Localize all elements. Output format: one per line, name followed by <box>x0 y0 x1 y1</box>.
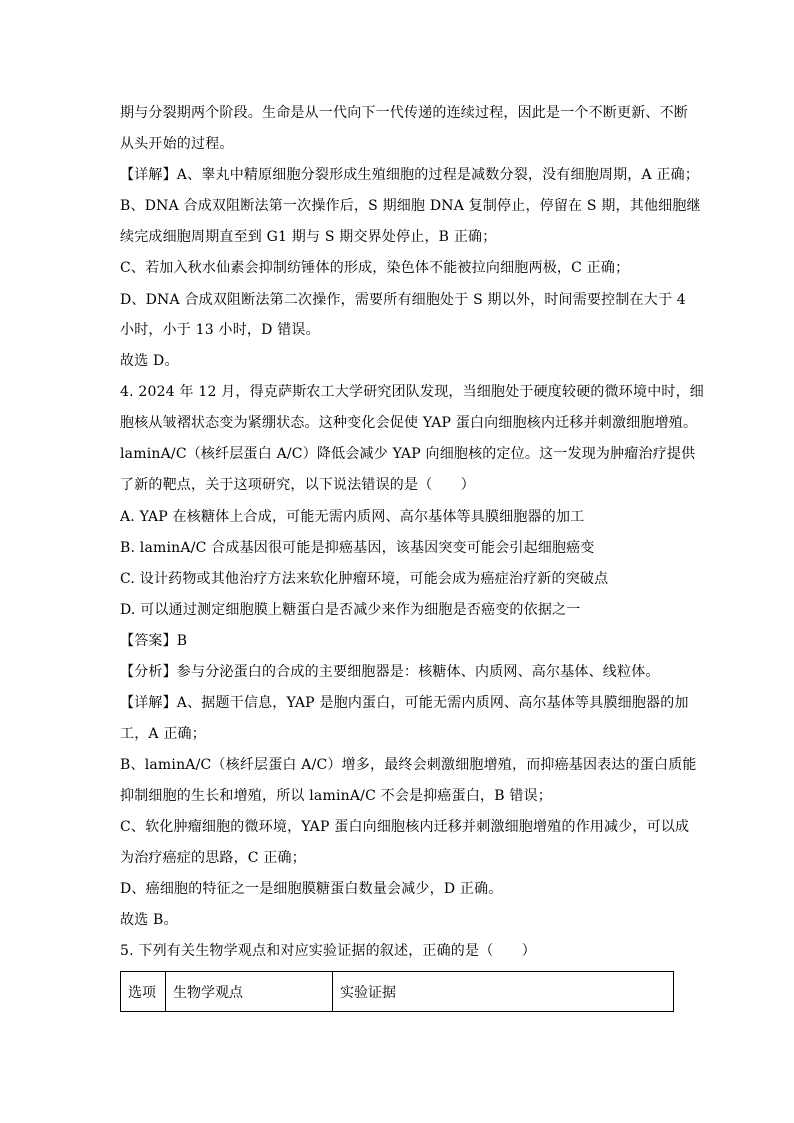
option-b: B. laminA/C 合成基因很可能是抑癌基因，该基因突变可能会引起细胞癌变 <box>120 540 595 556</box>
table-header-cell: 生物学观点 <box>166 972 333 1012</box>
text-line: laminA/C（核纤层蛋白 A/C）降低会减少 YAP 向细胞核的定位。这一发现为肿瘤治疗提供 <box>120 446 696 462</box>
question-5-stem: 5. 下列有关生物学观点和对应实验证据的叙述，正确的是（ ） <box>120 943 537 959</box>
analysis: 【分析】参与分泌蛋白的合成的主要细胞器是：核糖体、内质网、高尔基体、线粒体。 <box>120 664 660 680</box>
text-line: 从头开始的过程。 <box>120 136 234 152</box>
evidence-table <box>120 971 674 1012</box>
table-header-cell: 选项 <box>121 972 166 1012</box>
text-line: 了新的靶点，关于这项研究，以下说法错误的是（ ） <box>120 477 475 493</box>
text-line: 胞核从皱褶状态变为紧绷状态。这种变化会促使 YAP 蛋白向细胞核内迁移并刺激细胞增殖。 <box>120 415 698 431</box>
table-header-cell: 实验证据 <box>333 972 674 1012</box>
text-line: 故选 D。 <box>120 353 179 369</box>
text-line: 故选 B。 <box>120 912 178 928</box>
text-line: 小时，小于 13 小时，D 错误。 <box>120 322 320 338</box>
option-d: D. 可以通过测定细胞膜上糖蛋白是否减少来作为细胞是否癌变的依据之一 <box>120 602 581 618</box>
text-line: 期与分裂期两个阶段。生命是从一代向下一代传递的连续过程，因此是一个不断更新、不断 <box>120 105 688 121</box>
text-line: B、DNA 合成双阻断法第一次操作后，S 期细胞 DNA 复制停止，停留在 S 期，其他细胞继 <box>120 198 701 214</box>
text-line: C、若加入秋水仙素会抑制纺锤体的形成，染色体不能被拉向细胞两极，C 正确； <box>120 260 630 276</box>
text-line: 【详解】A、睾丸中精原细胞分裂形成生殖细胞的过程是减数分裂，没有细胞周期，A 正确； <box>120 167 700 183</box>
answer: 【答案】B <box>120 633 188 649</box>
text-line: D、DNA 合成双阻断法第二次操作，需要所有细胞处于 S 期以外，时间需要控制在大于 4 <box>120 292 686 308</box>
option-c: C. 设计药物或其他治疗方法来软化肿瘤环境，可能会成为癌症治疗新的突破点 <box>120 571 609 587</box>
explanation: 【详解】A、据题干信息，YAP 是胞内蛋白，可能无需内质网、高尔基体等具膜细胞器的加 <box>120 695 689 711</box>
text-line: 为治疗癌症的思路，C 正确； <box>120 850 306 866</box>
text-line: 工，A 正确； <box>120 726 206 742</box>
text-line: 续完成细胞周期直至到 G1 期与 S 期交界处停止，B 正确； <box>120 229 497 245</box>
text-line: 抑制细胞的生长和增殖，所以 laminA/C 不会是抑癌蛋白，B 错误； <box>120 788 552 804</box>
table-header-row <box>121 972 674 1012</box>
option-a: A. YAP 在核糖体上合成，可能无需内质网、高尔基体等具膜细胞器的加工 <box>120 509 585 525</box>
text-line: B、laminA/C（核纤层蛋白 A/C）增多，最终会刺激细胞增殖，而抑癌基因表达的蛋白质能 <box>120 757 697 773</box>
text-line: D、癌细胞的特征之一是细胞膜糖蛋白数量会减少，D 正确。 <box>120 881 503 897</box>
text-line: C、软化肿瘤细胞的微环境，YAP 蛋白向细胞核内迁移并刺激细胞增殖的作用减少，可以成 <box>120 819 690 835</box>
question-4-stem: 4. 2024 年 12 月，得克萨斯农工大学研究团队发现，当细胞处于硬度较硬的微环境中时，细 <box>120 384 704 400</box>
